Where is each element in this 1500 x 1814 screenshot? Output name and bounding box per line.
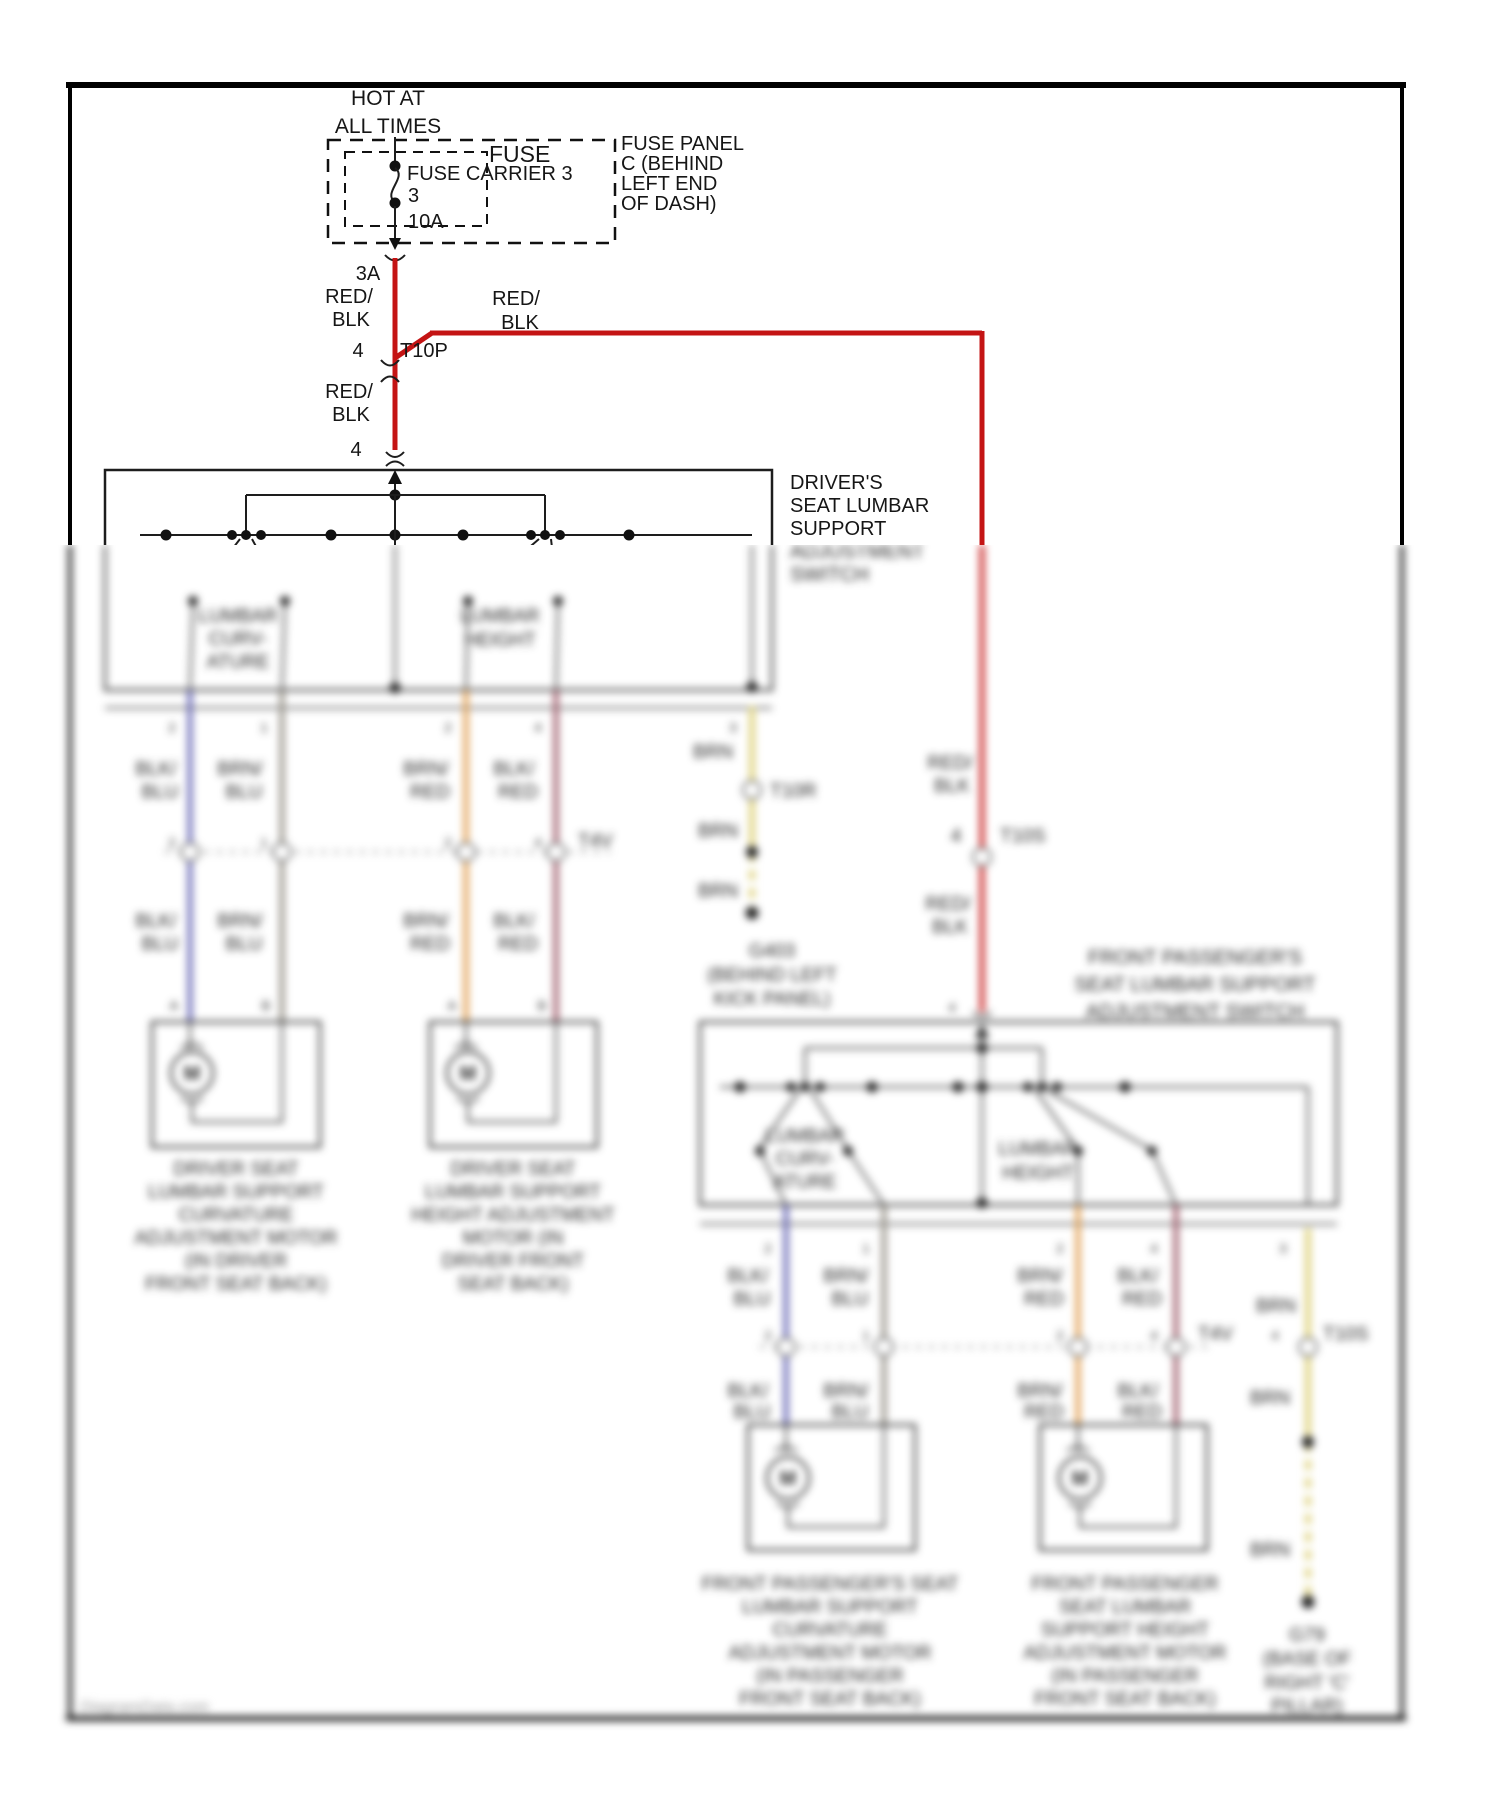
feed-color-label: RED/ <box>925 894 971 915</box>
motor-terminal: A <box>169 998 179 1013</box>
motor-return-path <box>192 1022 282 1122</box>
inline-connector-icon <box>777 1338 795 1356</box>
ground-caption: G403 <box>748 941 796 962</box>
motor-caption: MOTOR (IN <box>462 1228 564 1249</box>
ground-caption: G79 <box>1289 1625 1325 1646</box>
ground-dot <box>746 907 759 920</box>
terminal-num: 3 <box>729 720 737 735</box>
terminal-4-label: 4 <box>352 340 364 362</box>
contact-dot <box>867 1082 878 1093</box>
motor-return-path <box>1080 1425 1176 1527</box>
motor-brush-arc <box>181 1044 203 1048</box>
brn-label: BRN <box>1249 1388 1291 1409</box>
contact-dot <box>540 530 550 540</box>
motor-terminal: A <box>447 998 457 1013</box>
output-drop <box>556 600 558 690</box>
inline-connector-icon <box>973 848 991 866</box>
fuse-word-label: FUSE <box>489 141 551 167</box>
passenger-height-motor-box <box>1040 1425 1207 1550</box>
contact-dot <box>256 530 266 540</box>
driver-curvature-motor-box <box>152 1022 320 1147</box>
curvature-label-3: ATURE <box>206 652 270 673</box>
splice-dot <box>1302 1436 1314 1448</box>
curvature-label-2: CURV- <box>775 1149 835 1170</box>
terminal-num: 1 <box>260 720 268 735</box>
wire-label: BLK/ <box>135 759 177 780</box>
fuse-top-dot <box>390 161 401 172</box>
wire-label: RED <box>409 934 451 955</box>
contact-dot <box>624 530 635 541</box>
terminal-num: 2 <box>764 1241 772 1256</box>
ground-return-dot <box>747 682 758 693</box>
fuse-panel-caption-3: LEFT END <box>621 173 718 195</box>
height-label-2: HEIGHT <box>464 630 536 651</box>
fuse-panel-caption-2: C (BEHIND <box>621 153 724 175</box>
terminal-num: 2 <box>1056 1241 1064 1256</box>
contact-dot <box>815 1082 825 1092</box>
switch-entry-arc <box>973 1012 991 1017</box>
branch-color-a: RED/ <box>492 288 540 310</box>
fuse-carrier-label: FUSE CARRIER 3 <box>407 163 573 185</box>
passenger-switch-title-3: ADJUSTMENT SWITCH <box>1085 1001 1305 1023</box>
height-label-1: LUMBAR <box>998 1139 1078 1160</box>
terminal-num: 2 <box>444 720 452 735</box>
watermark: DiagramData.com <box>80 1699 209 1716</box>
output-drop <box>190 600 193 690</box>
motor-caption: (IN DRIVER <box>184 1251 288 1272</box>
motor-letter: M <box>779 1468 797 1490</box>
contact-dot <box>1120 1082 1131 1093</box>
wire-label: BLU <box>141 934 179 955</box>
fuse-number: 3 <box>408 185 420 207</box>
fuse-element-icon <box>391 168 399 202</box>
bottom-junction-dot <box>390 683 401 694</box>
lower-contact-dot <box>553 596 563 606</box>
ground-dot <box>1302 1596 1315 1609</box>
bottom-junction-dot <box>977 1198 988 1209</box>
driver-switch-title-5: SWITCH <box>790 564 869 586</box>
inline-connector-icon <box>743 781 761 799</box>
motor-caption: FRONT SEAT BACK) <box>1034 1689 1216 1710</box>
inline-connector-icon <box>1069 1338 1087 1356</box>
wire-label: BRN/ <box>1017 1381 1063 1402</box>
motor-letter: M <box>459 1063 477 1085</box>
terminal-num: 4 <box>948 1000 956 1015</box>
conn-terminal-num: 4 <box>1150 1328 1158 1343</box>
feed-color-1b: BLK <box>332 309 370 331</box>
height-label-2: HEIGHT <box>1002 1163 1074 1184</box>
inline-connector-icon <box>1299 1338 1317 1356</box>
driver-switch-title-4: ADJUSTMENT <box>790 545 925 563</box>
motor-caption: ADJUSTMENT MOTOR <box>1023 1643 1227 1664</box>
motor-caption: (IN PASSENGER <box>756 1666 904 1687</box>
output-drop <box>848 1151 884 1205</box>
branch-color-b: BLK <box>501 312 539 334</box>
feed-color-label: RED/ <box>927 753 973 774</box>
ground-caption: KICK PANEL) <box>713 989 831 1010</box>
wire-label: BRN/ <box>1017 1266 1063 1287</box>
conn-terminal-num: 1 <box>862 1328 870 1343</box>
wire-label: RED <box>1023 1402 1065 1423</box>
wire-label: BLU <box>225 934 263 955</box>
curvature-label-2: CURV- <box>208 629 268 650</box>
frame-bottom-border <box>66 1716 1406 1721</box>
driver-switch-box <box>105 470 772 545</box>
motor-caption: CURVATURE <box>772 1620 888 1641</box>
fuse-panel-caption-1: FUSE PANEL <box>621 133 744 155</box>
output-drop <box>1152 1151 1176 1205</box>
wire-label: BLK/ <box>1117 1266 1159 1287</box>
wire-label: RED <box>1023 1289 1065 1310</box>
feed-color-1a: RED/ <box>325 286 373 308</box>
passenger-switch-title-1: FRONT PASSENGER'S <box>1087 947 1303 969</box>
terminal-num: 3 <box>1279 1241 1287 1256</box>
motor-letter: M <box>1071 1468 1089 1490</box>
connector-t10s-label: T10S <box>1000 826 1046 847</box>
terminal-num: 4 <box>1271 1328 1279 1343</box>
terminal-num: 4 <box>1150 1241 1158 1256</box>
all-times-label: ALL TIMES <box>334 115 442 138</box>
fuse-rating: 10A <box>408 211 444 233</box>
contact-dot <box>735 1082 746 1093</box>
passenger-switch-title-2: SEAT LUMBAR SUPPORT <box>1074 974 1316 996</box>
wire-gauge-label: 3A <box>355 263 381 285</box>
contact-dot <box>1023 1082 1033 1092</box>
feed-color-2b: BLK <box>332 404 370 426</box>
motor-caption: CURVATURE <box>178 1205 294 1226</box>
driver-switch-title-1: DRIVER'S <box>790 472 883 494</box>
wire-label: RED <box>497 782 539 803</box>
feed-color-label: BLK <box>932 917 968 938</box>
contact-dot <box>800 1082 810 1092</box>
ground-caption: (BASE OF <box>1262 1649 1352 1670</box>
motor-caption: LUMBAR SUPPORT <box>742 1597 918 1618</box>
diagram-sharp-region <box>0 0 1500 545</box>
conn-terminal-num: 2 <box>444 835 452 850</box>
inline-connector-icon <box>181 843 199 861</box>
wire-label: BLK/ <box>493 911 535 932</box>
motor-return-path <box>788 1425 884 1527</box>
contact-dot <box>555 530 565 540</box>
contact-dot <box>526 530 536 540</box>
wire-label: BRN/ <box>823 1266 869 1287</box>
wire-label: BLU <box>141 782 179 803</box>
terminal-num: 4 <box>950 826 962 847</box>
wire-label: BLK/ <box>727 1266 769 1287</box>
brn-label: BRN <box>697 821 739 842</box>
curvature-label-3: ATURE <box>773 1172 837 1193</box>
wire-label: BLU <box>831 1402 869 1423</box>
motor-caption: DRIVER FRONT <box>441 1251 585 1272</box>
lower-contact-dot <box>463 596 473 606</box>
wire-label: BLK/ <box>135 911 177 932</box>
conn-terminal-num: 1 <box>260 835 268 850</box>
motor-letter: M <box>183 1063 201 1085</box>
motor-caption: DRIVER SEAT <box>450 1159 576 1180</box>
driver-switch-title-3: SUPPORT <box>790 518 887 540</box>
connector-t10r-label: T10R <box>770 781 817 802</box>
contact-dot <box>977 1082 988 1093</box>
splice-dot <box>746 846 758 858</box>
motor-caption: (IN PASSENGER <box>1051 1666 1199 1687</box>
wire-label: BLU <box>225 782 263 803</box>
wire-label: BRN/ <box>403 759 449 780</box>
inline-connector-icon <box>547 843 565 861</box>
wire-label: BRN/ <box>217 911 263 932</box>
wire-label: BLK/ <box>1117 1381 1159 1402</box>
motor-caption: FRONT SEAT BACK) <box>739 1689 921 1710</box>
motor-caption: DRIVER SEAT <box>173 1159 299 1180</box>
feed-color-label: BLK <box>934 776 970 797</box>
inline-connector-icon <box>875 1338 893 1356</box>
motor-caption: ADJUSTMENT MOTOR <box>728 1643 932 1664</box>
motor-caption: FRONT PASSENGER <box>1031 1574 1219 1595</box>
hot-at-label: HOT AT <box>351 87 425 110</box>
motor-caption: SUPPORT HEIGHT <box>1040 1620 1210 1641</box>
wire-label: RED <box>1121 1289 1163 1310</box>
height-label-1: LUMBAR <box>460 606 540 627</box>
inline-connector-icon <box>273 843 291 861</box>
frame-top-border <box>66 82 1406 88</box>
contact-dot <box>326 530 337 541</box>
connector-t4v-label: T4V <box>1198 1324 1233 1345</box>
terminal-num: 1 <box>862 1241 870 1256</box>
motor-return-path <box>468 1022 556 1122</box>
motor-caption: SEAT BACK) <box>457 1274 569 1295</box>
wire-label: BLK/ <box>727 1381 769 1402</box>
contact-dot <box>1052 1082 1062 1092</box>
brn-label: BRN <box>1249 1540 1291 1561</box>
contact-dot <box>241 530 251 540</box>
motor-caption: FRONT SEAT BACK) <box>145 1274 327 1295</box>
wire-label: RED <box>409 782 451 803</box>
ground-caption: PILLAR) <box>1271 1696 1343 1717</box>
feed-color-2a: RED/ <box>325 381 373 403</box>
up-arrow-icon <box>388 470 402 484</box>
switch-entry-arc-2 <box>386 462 404 467</box>
wire-label: RED <box>1121 1402 1163 1423</box>
lower-contact-dot <box>188 596 198 606</box>
connector-t10p-label: T10P <box>400 340 448 362</box>
wire-label: BLU <box>733 1289 771 1310</box>
lower-contact-dot <box>280 596 290 606</box>
motor-caption: SEAT LUMBAR <box>1058 1597 1192 1618</box>
diagram-blurred-region <box>0 545 1500 1814</box>
brn-label: BRN <box>1255 1296 1297 1317</box>
wire-label: BLU <box>733 1402 771 1423</box>
curvature-label-1: LUMBAR <box>198 606 278 627</box>
inline-connector-icon <box>457 843 475 861</box>
contact-dot <box>953 1082 964 1093</box>
connector-t10s-label: T10S <box>1323 1324 1369 1345</box>
motor-caption: LUMBAR SUPPORT <box>148 1182 324 1203</box>
curvature-label-1: LUMBAR <box>765 1126 845 1147</box>
motor-caption: FRONT PASSENGER'S SEAT <box>701 1574 959 1595</box>
inline-connector-icon <box>1167 1338 1185 1356</box>
fuse-panel-caption-4: OF DASH) <box>621 193 717 215</box>
connector-t4v-label: T4V <box>578 831 613 852</box>
switch-entry-arc-1 <box>386 452 404 457</box>
ground-caption: RIGHT 'C' <box>1264 1673 1350 1694</box>
up-arrow-icon <box>975 1024 989 1038</box>
motor-caption: ADJUSTMENT MOTOR <box>134 1228 338 1249</box>
wire-label: BLU <box>831 1289 869 1310</box>
wire-label: BLK/ <box>493 759 535 780</box>
wire-label: BRN/ <box>823 1381 869 1402</box>
driver-switch-title-2: SEAT LUMBAR <box>790 495 930 517</box>
wire-label: BRN/ <box>403 911 449 932</box>
conn-terminal-num: 2 <box>168 835 176 850</box>
contact-dot <box>1037 1082 1047 1092</box>
contact-dot <box>458 530 469 541</box>
wire-label: BRN/ <box>217 759 263 780</box>
terminal-num: 4 <box>534 720 542 735</box>
passenger-curvature-motor-box <box>748 1425 915 1550</box>
contact-dot <box>161 530 172 541</box>
driver-height-motor-box <box>430 1022 597 1147</box>
ground-caption: (BEHIND LEFT <box>707 965 837 986</box>
motor-terminal: B <box>537 998 547 1013</box>
motor-terminal: B <box>261 998 271 1013</box>
motor-caption: HEIGHT ADJUSTMENT <box>411 1205 615 1226</box>
terminal-4-label-2: 4 <box>350 439 362 461</box>
brn-label: BRN <box>692 742 734 763</box>
conn-terminal-num: 2 <box>1056 1328 1064 1343</box>
contact-dot <box>786 1082 796 1092</box>
contact-dot <box>227 530 237 540</box>
wire-label: RED <box>497 934 539 955</box>
motor-caption: LUMBAR SUPPORT <box>425 1182 601 1203</box>
conn-terminal-num: 2 <box>764 1328 772 1343</box>
conn-terminal-num: 4 <box>534 835 542 850</box>
terminal-num: 2 <box>168 720 176 735</box>
diagram-blurred-svg <box>0 545 1500 1814</box>
brn-label: BRN <box>697 881 739 902</box>
fuse-panel-box <box>328 140 615 243</box>
output-drop <box>282 600 285 690</box>
